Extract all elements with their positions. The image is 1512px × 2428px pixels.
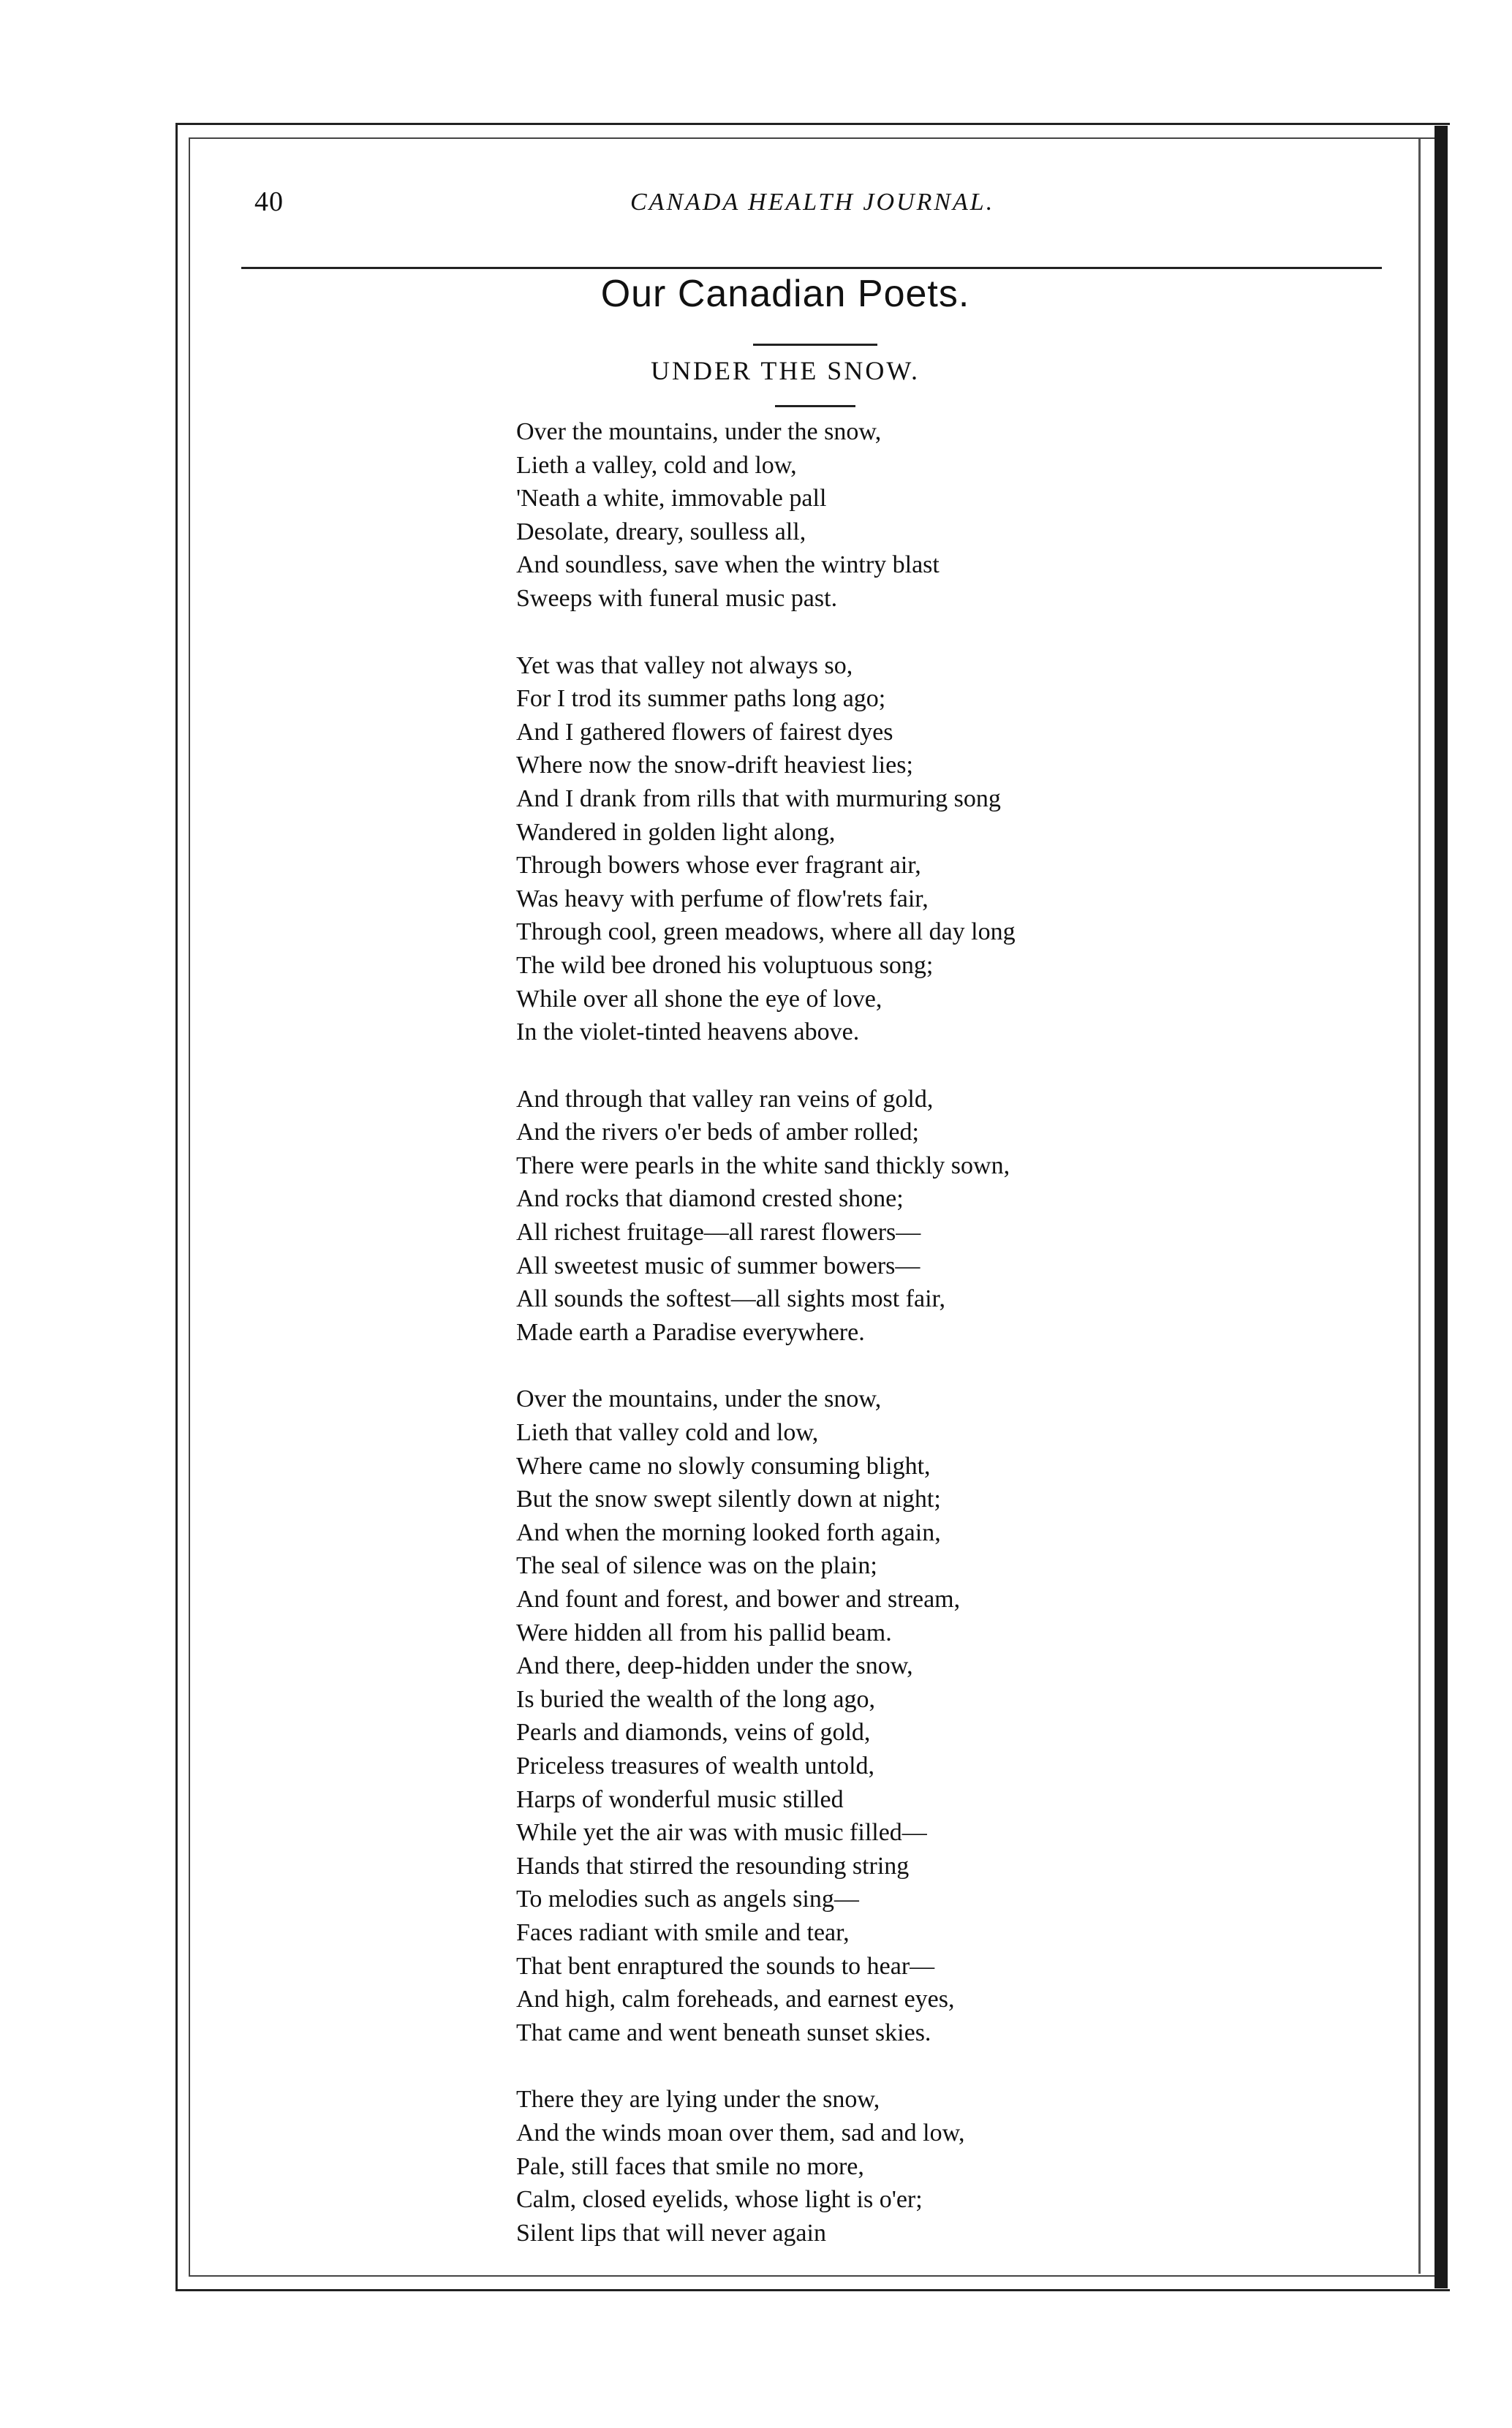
poem-line: All sounds the softest—all sights most fair, <box>516 1285 945 1313</box>
running-head: CANADA HEALTH JOURNAL. <box>630 189 995 216</box>
poem-line: The seal of silence was on the plain; <box>516 1552 877 1580</box>
article-title: Our Canadian Poets. <box>600 273 970 315</box>
poem-line: All sweetest music of summer bowers— <box>516 1252 921 1279</box>
stanza <box>516 1083 1394 1350</box>
poem-line: And high, calm foreheads, and earnest eyes, <box>516 1986 955 2013</box>
subtitle-rule <box>775 405 855 407</box>
poem-line: And the rivers o'er beds of amber rolled; <box>516 1119 919 1146</box>
poem-line: Faces radiant with smile and tear, <box>516 1918 850 1946</box>
page-border-right-thin <box>1418 139 1421 2274</box>
poem-line: Is buried the wealth of the long ago, <box>516 1685 875 1713</box>
page-border-right-thick <box>1434 126 1448 2288</box>
poem-line: And when the morning looked forth again, <box>516 1519 941 1546</box>
poem-title: UNDER THE SNOW. <box>650 356 920 385</box>
poem-line: All richest fruitage—all rarest flowers— <box>516 1219 921 1247</box>
stanza <box>516 649 1394 1049</box>
poem-line: And the winds moan over them, sad and low, <box>516 2119 965 2147</box>
poem-line: Through bowers whose ever fragrant air, <box>516 852 921 880</box>
poem-line: Silent lips that will never again <box>516 2219 826 2247</box>
poem-line: Yet was that valley not always so, <box>516 651 853 679</box>
poem-line: 'Neath a white, immovable pall <box>516 485 827 513</box>
poem-line: Priceless treasures of wealth untold, <box>516 1752 875 1780</box>
poem-line: And I drank from rills that with murmuring song <box>516 784 1001 812</box>
stanza <box>516 2083 1394 2250</box>
poem-line: Was heavy with perfume of flow'rets fair, <box>516 885 929 912</box>
poem-line: And fount and forest, and bower and stream, <box>516 1586 961 1613</box>
poem-line: Where came no slowly consuming blight, <box>516 1452 931 1480</box>
poem-line: And through that valley ran veins of gold, <box>516 1085 934 1113</box>
poem-line: The wild bee droned his voluptuous song; <box>516 951 934 979</box>
poem-body <box>516 415 1394 2283</box>
poem-line: Made earth a Paradise everywhere. <box>516 1318 865 1346</box>
poem-line: But the snow swept silently down at night; <box>516 1486 941 1513</box>
poem-line: And I gathered flowers of fairest dyes <box>516 718 893 746</box>
stanza <box>516 415 1394 616</box>
poem-line: And soundless, save when the wintry blast <box>516 551 940 579</box>
poem-line: There were pearls in the white sand thickly sown, <box>516 1151 1010 1179</box>
poem-line: Harps of wonderful music stilled <box>516 1785 844 1813</box>
poem-line: In the violet-tinted heavens above. <box>516 1018 860 1046</box>
poem-line: And there, deep-hidden under the snow, <box>516 1652 913 1680</box>
poem-line: Lieth that valley cold and low, <box>516 1419 819 1447</box>
poem-line: Wandered in golden light along, <box>516 818 836 846</box>
poem-line: And rocks that diamond crested shone; <box>516 1185 904 1213</box>
header-rule <box>241 267 1382 269</box>
poem-line: Hands that stirred the resounding string <box>516 1852 910 1880</box>
poem-line: To melodies such as angels sing— <box>516 1886 859 1913</box>
poem-line: Pale, still faces that smile no more, <box>516 2152 864 2180</box>
poem-line: Desolate, dreary, soulless all, <box>516 518 806 545</box>
stanza <box>516 1383 1394 2049</box>
poem-line: Over the mountains, under the snow, <box>516 418 882 445</box>
title-rule <box>753 344 877 346</box>
poem-line: Pearls and diamonds, veins of gold, <box>516 1719 871 1747</box>
poem-line: While yet the air was with music filled— <box>516 1819 927 1847</box>
page-number: 40 <box>254 186 284 217</box>
poem-line: Were hidden all from his pallid beam. <box>516 1619 892 1646</box>
poem-line: For I trod its summer paths long ago; <box>516 685 886 713</box>
poem-line: Over the mountains, under the snow, <box>516 1385 882 1413</box>
poem-line: Where now the snow-drift heaviest lies; <box>516 752 913 779</box>
poem-line: That bent enraptured the sounds to hear— <box>516 1952 935 1980</box>
poem-line: That came and went beneath sunset skies. <box>516 2019 931 2046</box>
poem-line: Calm, closed eyelids, whose light is o'er; <box>516 2186 923 2214</box>
poem-line: Sweeps with funeral music past. <box>516 584 838 612</box>
poem-line: There they are lying under the snow, <box>516 2086 880 2114</box>
poem-line: Through cool, green meadows, where all day long <box>516 918 1016 946</box>
poem-line: Lieth a valley, cold and low, <box>516 451 797 479</box>
poem-line: While over all shone the eye of love, <box>516 985 882 1013</box>
